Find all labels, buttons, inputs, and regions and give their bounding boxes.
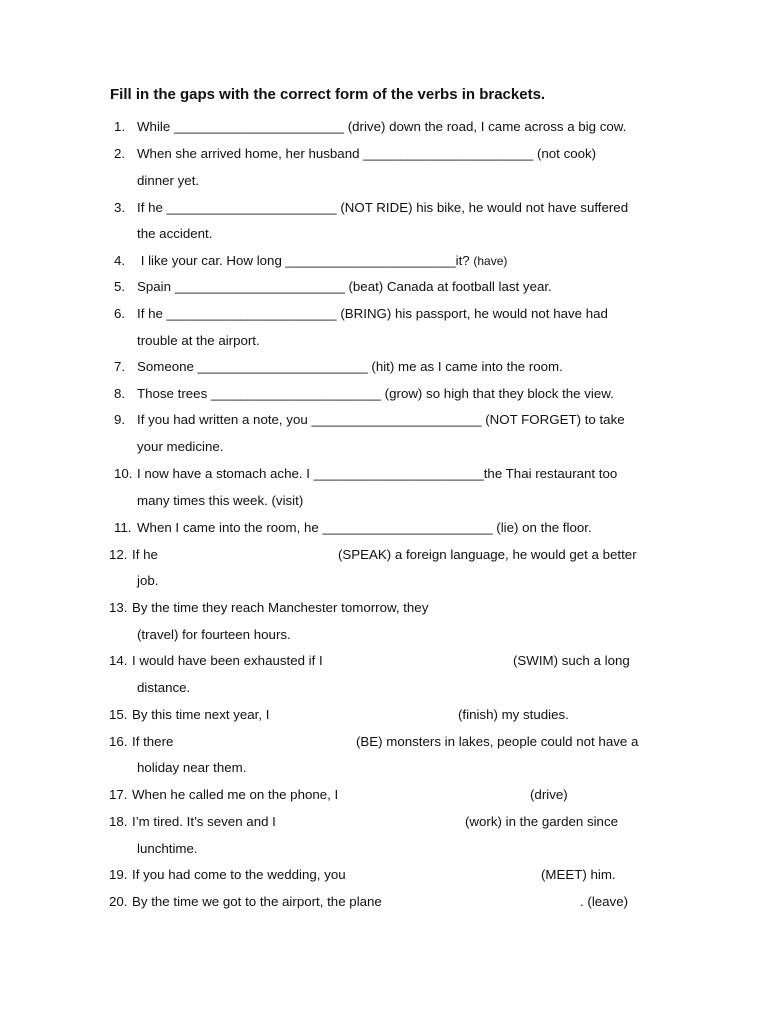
item-text-after-gap: (BE) monsters in lakes, people could not have a [356, 734, 639, 749]
item-number: 1. [114, 119, 126, 134]
item-text-after-gap: (SPEAK) a foreign language, he would get a better [338, 547, 637, 562]
item-text-after-gap: (MEET) him. [541, 867, 616, 882]
item-text: If he _______________________ (NOT RIDE) his bike, he would not have suffered [137, 200, 629, 215]
item-text-after-gap: (finish) my studies. [458, 707, 569, 722]
item-text: Spain _______________________ (beat) Canada at football last year. [137, 279, 552, 294]
exercise-item-5: 5. [114, 279, 126, 294]
item-text-continued: many times this week. (visit) [137, 493, 304, 508]
item-text-after-gap: (SWIM) such a long [513, 653, 630, 668]
item-text: While _______________________ (drive) down the road, I came across a big cow. [137, 119, 627, 134]
exercise-item-16: 16. [109, 734, 128, 749]
item-text-continued: trouble at the airport. [137, 333, 260, 348]
exercise-item-15: 15. [109, 707, 128, 722]
exercise-item-19: 19. [109, 867, 128, 882]
item-text-continued: your medicine. [137, 439, 224, 454]
item-text-continued: (travel) for fourteen hours. [137, 627, 291, 642]
exercise-item-4: 4. [114, 253, 126, 268]
item-text: Those trees _______________________ (grow) so high that they block the view. [137, 386, 614, 401]
exercise-item-9: 9. [114, 412, 126, 427]
exercise-item-14: 14. [109, 653, 128, 668]
item-text: I’m tired. It’s seven and I [132, 814, 276, 829]
exercise-item-18: 18. [109, 814, 128, 829]
item-text: I would have been exhausted if I [132, 653, 323, 668]
exercise-item-8: 8. [114, 386, 126, 401]
item-text-continued: job. [137, 573, 159, 588]
verb-hint: (have) [473, 254, 508, 268]
worksheet-title: Fill in the gaps with the correct form of the verbs in brackets. [110, 86, 546, 103]
item-text: If he [132, 547, 158, 562]
item-text-continued: the accident. [137, 226, 213, 241]
item-text-main: I like your car. How long _______________________it? [137, 253, 470, 268]
exercise-item-12: 12. [109, 547, 128, 562]
item-text: If you had come to the wedding, you [132, 867, 346, 882]
exercise-item-3: 3. [114, 200, 126, 215]
item-text-continued: dinner yet. [137, 173, 200, 188]
exercise-item-20: 20. [109, 894, 128, 909]
item-text: When I came into the room, he _______________________ (lie) on the floor. [137, 520, 592, 535]
exercise-item-13: 13. [109, 600, 128, 615]
exercise-item-17: 17. [109, 787, 128, 802]
exercise-item-10: 10. [114, 466, 133, 481]
item-text-after-gap: (drive) [530, 787, 568, 802]
exercise-item-11: 11. [114, 520, 132, 535]
item-text: By the time we got to the airport, the plane [132, 894, 382, 909]
item-text-continued: distance. [137, 680, 191, 695]
item-text: If you had written a note, you _______________________ (NOT FORGET) to take [137, 412, 625, 427]
item-text: I now have a stomach ache. I _______________________the Thai restaurant too [137, 466, 618, 481]
item-text: If there [132, 734, 174, 749]
item-text: If he _______________________ (BRING) his passport, he would not have had [137, 306, 608, 321]
exercise-item-1 [114, 118, 125, 136]
item-text: Someone _______________________ (hit) me as I came into the room. [137, 359, 563, 374]
item-text: By this time next year, I [132, 707, 270, 722]
item-text: When he called me on the phone, I [132, 787, 339, 802]
item-text-continued: holiday near them. [137, 760, 247, 775]
item-text-after-gap: . (leave) [580, 894, 629, 909]
item-text [137, 252, 507, 270]
exercise-item-6: 6. [114, 306, 126, 321]
item-text: When she arrived home, her husband _______________________ (not cook) [137, 146, 597, 161]
item-text-continued: lunchtime. [137, 841, 198, 856]
item-text: By the time they reach Manchester tomorrow, they [132, 600, 429, 615]
exercise-item-7: 7. [114, 359, 126, 374]
exercise-item-2: 2. [114, 146, 126, 161]
item-text-after-gap: (work) in the garden since [465, 814, 618, 829]
